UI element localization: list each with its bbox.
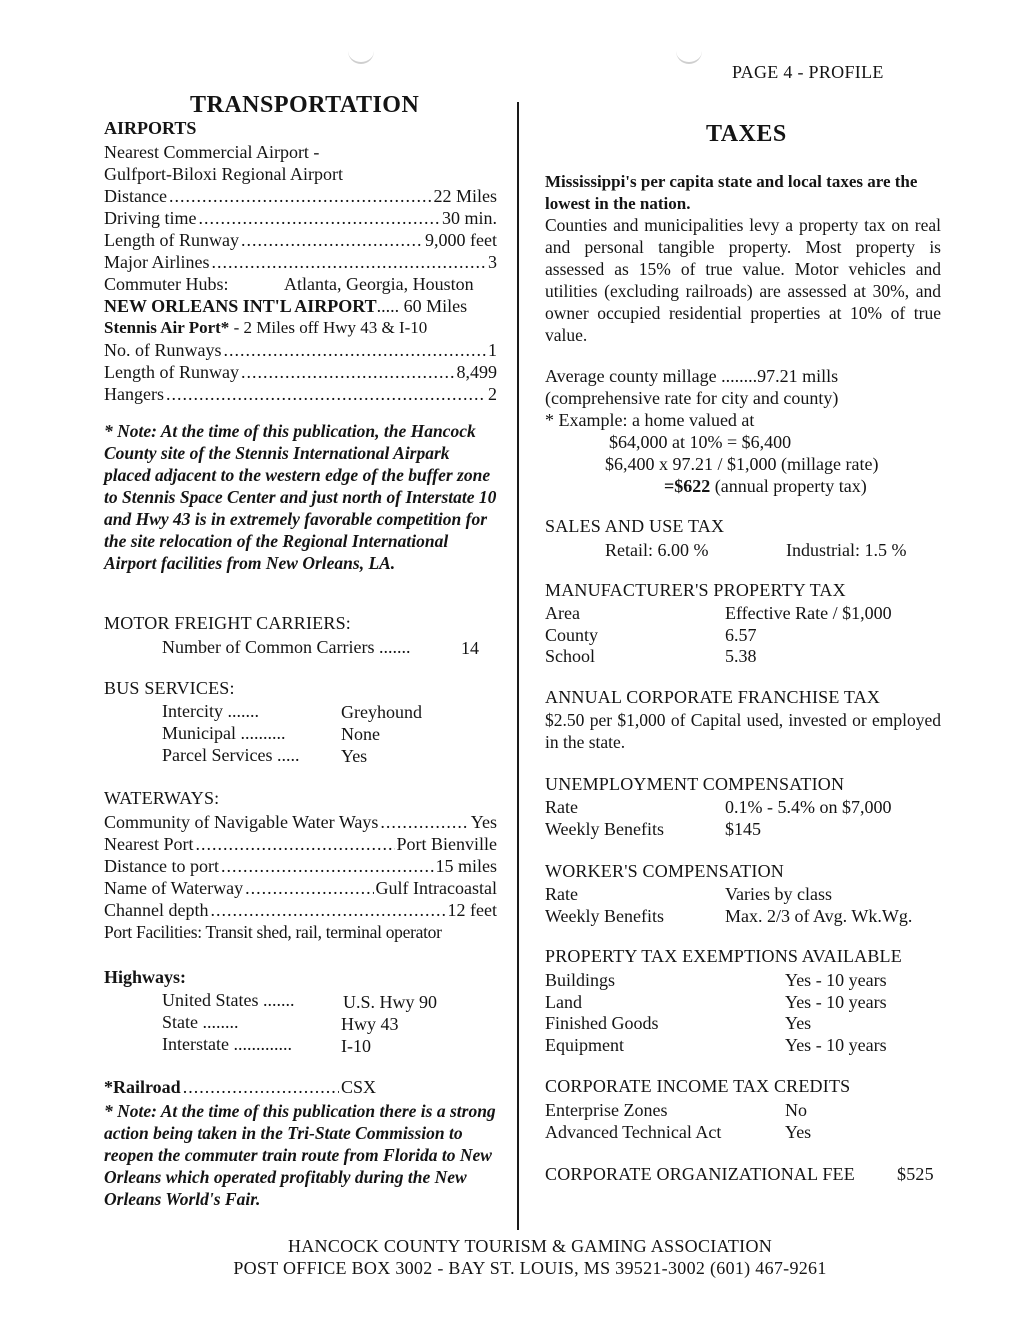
motor-freight-heading: MOTOR FREIGHT CARRIERS: xyxy=(104,613,351,633)
manufacturer-row-label: Area xyxy=(545,603,580,623)
manufacturer-row-label: School xyxy=(545,646,596,666)
motor-freight-row xyxy=(162,636,410,658)
stennis-airport-row xyxy=(104,317,427,339)
exemption-row-value: Yes - 10 years xyxy=(785,992,887,1012)
unemployment-row-label: Rate xyxy=(545,797,578,817)
exemptions-heading: PROPERTY TAX EXEMPTIONS AVAILABLE xyxy=(545,946,902,966)
stennis-row-value: 2 xyxy=(488,384,497,404)
credit-row-label: Enterprise Zones xyxy=(545,1100,668,1120)
stennis-row-value: 1 xyxy=(488,340,497,360)
motor-freight-dots: ....... xyxy=(378,637,411,657)
highway-row-value: I-10 xyxy=(341,1036,371,1056)
commuter-hubs-label: Commuter Hubs: xyxy=(104,274,229,294)
port-facilities: Port Facilities: Transit shed, rail, terminal operator xyxy=(104,922,442,942)
taxes-title: TAXES xyxy=(706,121,787,147)
airport-row xyxy=(104,251,497,273)
waterway-row: Channel depth ..... 12 feet xyxy=(104,899,497,921)
airport-row-label: Distance xyxy=(104,186,167,206)
franchise-tax-text: $2.50 per $1,000 of Capital used, invested or employed in the state. xyxy=(545,710,941,752)
unemployment-row-value: $145 xyxy=(725,819,761,839)
railroad-note: * Note: At the time of this publication there is a strong action being taken in the Tri-State Commission to reopen the commuter train route from Florida to New Orleans which operated profitably during the New Orleans World's Fair. xyxy=(104,1101,496,1209)
credit-row-label: Advanced Technical Act xyxy=(545,1122,722,1142)
bus-row-label: Municipal .......... xyxy=(162,723,286,743)
unemployment-row-value: 0.1% - 5.4% on $7,000 xyxy=(725,797,892,817)
millage-line: Average county millage ........97.21 mills xyxy=(545,366,839,386)
nearest-airport-line1: Nearest Commercial Airport - xyxy=(104,142,320,162)
waterway-row: Distance to port ..... 15 miles xyxy=(104,855,497,877)
franchise-tax-heading: ANNUAL CORPORATE FRANCHISE TAX xyxy=(545,687,881,707)
stennis-row-label: No. of Runways xyxy=(104,340,222,360)
bus-row-label: Parcel Services ..... xyxy=(162,745,300,765)
millage-line: $6,400 x 97.21 / $1,000 (millage rate) xyxy=(605,454,879,474)
credit-row-value: Yes xyxy=(785,1122,812,1142)
exemption-row-label: Land xyxy=(545,992,582,1012)
bus-row-label: Intercity ....... xyxy=(162,701,259,721)
millage-line: $64,000 at 10% = $6,400 xyxy=(609,432,792,452)
bus-row-value: None xyxy=(341,724,380,744)
exemption-row-value: Yes xyxy=(785,1013,812,1033)
manufacturer-row-value: 5.38 xyxy=(725,646,757,666)
waterway-row: Name of Waterway ..... Gulf Intracoastal xyxy=(104,877,497,899)
millage-line: * Example: a home valued at xyxy=(545,410,755,430)
unemployment-heading: UNEMPLOYMENT COMPENSATION xyxy=(545,774,845,794)
bus-row-value: Yes xyxy=(341,746,368,766)
footer-address: POST OFFICE BOX 3002 - BAY ST. LOUIS, MS 39521-3002 (601) 467-9261 xyxy=(233,1258,827,1278)
airport-row-label: Major Airlines xyxy=(104,252,210,272)
airport-row-value: 3 xyxy=(488,252,497,272)
waterway-row: Nearest Port ..... Port Bienville xyxy=(104,833,497,855)
airport-row-label: Driving time xyxy=(104,208,197,228)
sales-industrial: Industrial: 1.5 % xyxy=(786,540,907,560)
nearest-airport-line2: Gulfport-Biloxi Regional Airport xyxy=(104,164,343,184)
exemption-row-label: Equipment xyxy=(545,1035,624,1055)
motor-freight-value: 14 xyxy=(461,638,479,658)
waterway-row: Community of Navigable Water Ways ..... Yes xyxy=(104,811,497,833)
waterways-heading: WATERWAYS: xyxy=(104,788,220,808)
airports-heading: AIRPORTS xyxy=(104,118,197,138)
workers-row-value: Varies by class xyxy=(725,884,832,904)
exemption-row-label: Finished Goods xyxy=(545,1013,659,1033)
highway-row-value: Hwy 43 xyxy=(341,1014,399,1034)
manufacturer-tax-heading: MANUFACTURER'S PROPERTY TAX xyxy=(545,580,846,600)
airport-row-value: 22 Miles xyxy=(433,186,497,206)
page-label: PAGE 4 - PROFILE xyxy=(732,62,884,82)
punch-hole-mark-left xyxy=(348,50,374,64)
airport-row xyxy=(104,229,497,251)
bus-row-value: Greyhound xyxy=(341,702,422,722)
millage-line: (comprehensive rate for city and county) xyxy=(545,388,839,408)
workers-row-label: Weekly Benefits xyxy=(545,906,665,926)
railroad-value: CSX xyxy=(340,1077,376,1097)
airport-row-value: 30 min. xyxy=(441,208,497,228)
manufacturer-row-label: County xyxy=(545,625,599,645)
sales-retail: Retail: 6.00 % xyxy=(605,540,709,560)
exemption-row-value: Yes - 10 years xyxy=(785,1035,887,1055)
millage-line xyxy=(664,475,867,497)
taxes-lead-bold: Mississippi's per capita state and local taxes are the lowest in the nation. xyxy=(545,172,918,213)
workers-row-label: Rate xyxy=(545,884,578,904)
org-fee-label: CORPORATE ORGANIZATIONAL FEE xyxy=(545,1164,855,1184)
highway-row-label: State ........ xyxy=(162,1012,239,1032)
stennis-row-label: Length of Runway xyxy=(104,362,239,382)
unemployment-row-label: Weekly Benefits xyxy=(545,819,665,839)
stennis-airport-value: - 2 Miles off Hwy 43 & I-10 xyxy=(229,318,428,337)
airport-row xyxy=(104,185,497,207)
transportation-title: TRANSPORTATION xyxy=(190,92,420,118)
airpark-note: * Note: At the time of this publication, the Hancock County site of the Stennis International Airpark placed adjacent to the western edge of the buffer zone to Stennis Space Center and just north of Interstate 10 and Hwy 43 is in extremely favorable competition for the site relocation of the Regional International Airport facilities from New Orleans, LA. xyxy=(104,421,497,573)
credits-heading: CORPORATE INCOME TAX CREDITS xyxy=(545,1076,851,1096)
stennis-row xyxy=(104,339,497,361)
manufacturer-row-value: Effective Rate / $1,000 xyxy=(725,603,892,623)
railroad-label: *Railroad xyxy=(104,1077,181,1097)
exemption-row-label: Buildings xyxy=(545,970,616,990)
millage-result: =$622 xyxy=(664,476,711,496)
highway-row-label: United States ....... xyxy=(162,990,295,1010)
airport-row-label: Length of Runway xyxy=(104,230,239,250)
stennis-row-value: 8,499 xyxy=(456,362,497,382)
commuter-hubs-value: Atlanta, Georgia, Houston xyxy=(284,274,474,294)
footer-association: HANCOCK COUNTY TOURISM & GAMING ASSOCIATION xyxy=(287,1236,773,1256)
stennis-row xyxy=(104,361,497,383)
airport-row-value: 9,000 feet xyxy=(425,230,497,250)
airport-row xyxy=(104,207,497,229)
millage-result-note: (annual property tax) xyxy=(710,476,867,496)
taxes-lead-paragraph: Counties and municipalities levy a property tax on real and personal tangible property. Most property is assessed as 15% of true value. Motor vehicles and utilities (excluding railroads) are assessed at 30%, and owner occupied residential properties at 10% of true value. xyxy=(545,215,941,345)
column-divider xyxy=(517,102,519,1230)
nola-airport-label: NEW ORLEANS INT'L AIRPORT xyxy=(104,296,377,316)
highway-row-value: U.S. Hwy 90 xyxy=(343,992,438,1012)
stennis-row-label: Hangers xyxy=(104,384,164,404)
highways-heading: Highways: xyxy=(104,967,187,987)
sales-tax-heading: SALES AND USE TAX xyxy=(545,516,725,536)
org-fee-value: $525 xyxy=(897,1164,934,1184)
manufacturer-row-value: 6.57 xyxy=(725,625,757,645)
railroad-row xyxy=(104,1076,376,1098)
bus-services-heading: BUS SERVICES: xyxy=(104,678,235,698)
credit-row-value: No xyxy=(785,1100,807,1120)
stennis-row xyxy=(104,383,497,405)
workers-comp-heading: WORKER'S COMPENSATION xyxy=(545,861,784,881)
motor-freight-label: Number of Common Carriers xyxy=(162,637,375,657)
nola-airport-value: ..... 60 Miles xyxy=(376,296,468,316)
highway-row-label: Interstate ............. xyxy=(162,1034,292,1054)
exemption-row-value: Yes - 10 years xyxy=(785,970,887,990)
punch-hole-mark-right xyxy=(676,50,702,64)
nola-airport-row xyxy=(104,295,467,317)
workers-row-value: Max. 2/3 of Avg. Wk.Wg. xyxy=(725,906,913,926)
stennis-airport-label: Stennis Air Port* xyxy=(104,318,230,337)
